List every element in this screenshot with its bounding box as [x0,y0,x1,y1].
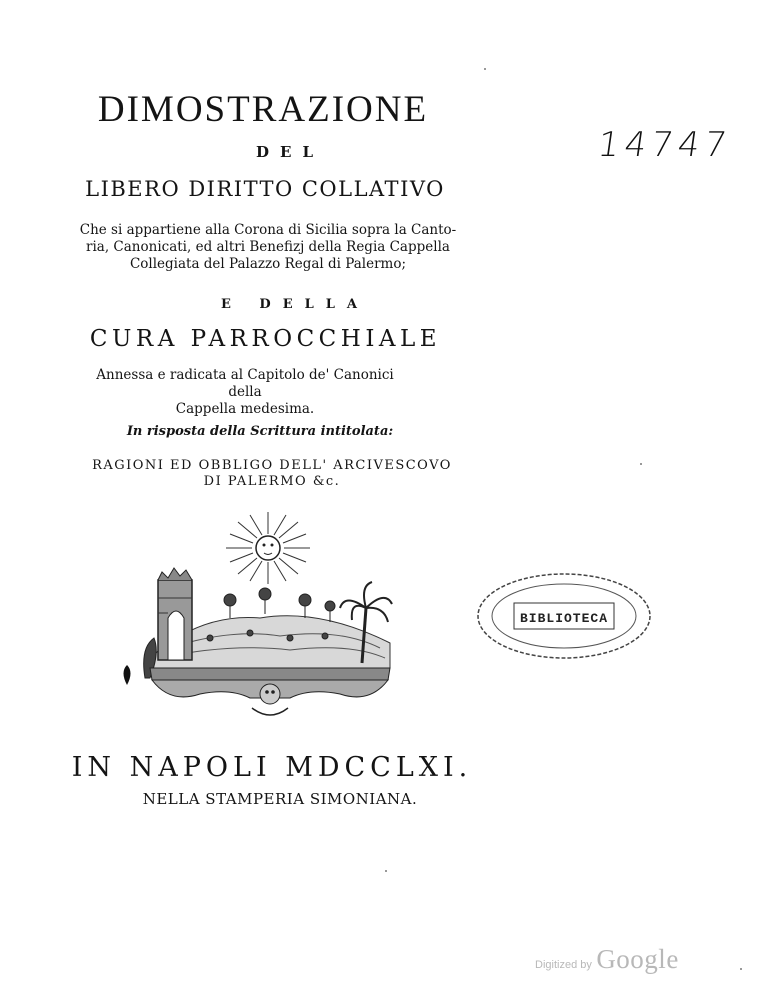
cura-title: CURA PARROCCHIALE [89,326,442,352]
imprint-place: IN NAPOLI MDCCLXI. [71,752,473,783]
description-paragraph [58,222,478,273]
handwritten-shelfmark: 14747 [595,125,734,165]
ragioni-line: RAGIONI ED OBBLIGO DELL' ARCIVESCOVO [92,458,452,473]
leaf-ornament-icon [120,664,134,686]
watermark-brand: Google [596,944,679,974]
annex-line: Annessa e radicata al Capitolo de' Canonici della [96,367,394,400]
annex-line: Cappella medesima. [175,401,315,417]
response-line: In risposta della Scrittura intitolata: [126,424,394,439]
description-line: ria, Canonicati, ed altri Benefizj della Regia Cappella [86,239,450,255]
ruin-icon [158,568,192,660]
main-title: DIMOSTRAZIONE [97,89,429,130]
sun-icon [226,512,310,584]
della-line: E DELLA [221,297,369,312]
annex-paragraph [80,367,410,418]
speck [640,463,642,465]
description-line: Collegiata del Palazzo Regal di Palermo; [129,256,407,272]
description-line: Che si appartiene alla Corona di Sicilia sopra la Canto- [79,222,457,238]
vignette-illustration [140,508,400,718]
del-line: DEL [256,143,324,161]
stamp-label: BIBLIOTECA [519,611,609,626]
speck [385,870,387,872]
cartouche-ornament [150,668,390,715]
google-watermark [535,944,679,975]
ragioni-block [72,458,472,490]
imprint-printer: NELLA STAMPERIA SIMONIANA. [142,790,418,808]
ragioni-line: DI PALERMO &c. [203,474,341,489]
watermark-prefix: Digitized by [535,959,592,971]
subject-title: LIBERO DIRITTO COLLATIVO [85,177,445,201]
library-stamp [474,570,654,662]
speck [740,968,742,970]
speck [484,68,486,70]
